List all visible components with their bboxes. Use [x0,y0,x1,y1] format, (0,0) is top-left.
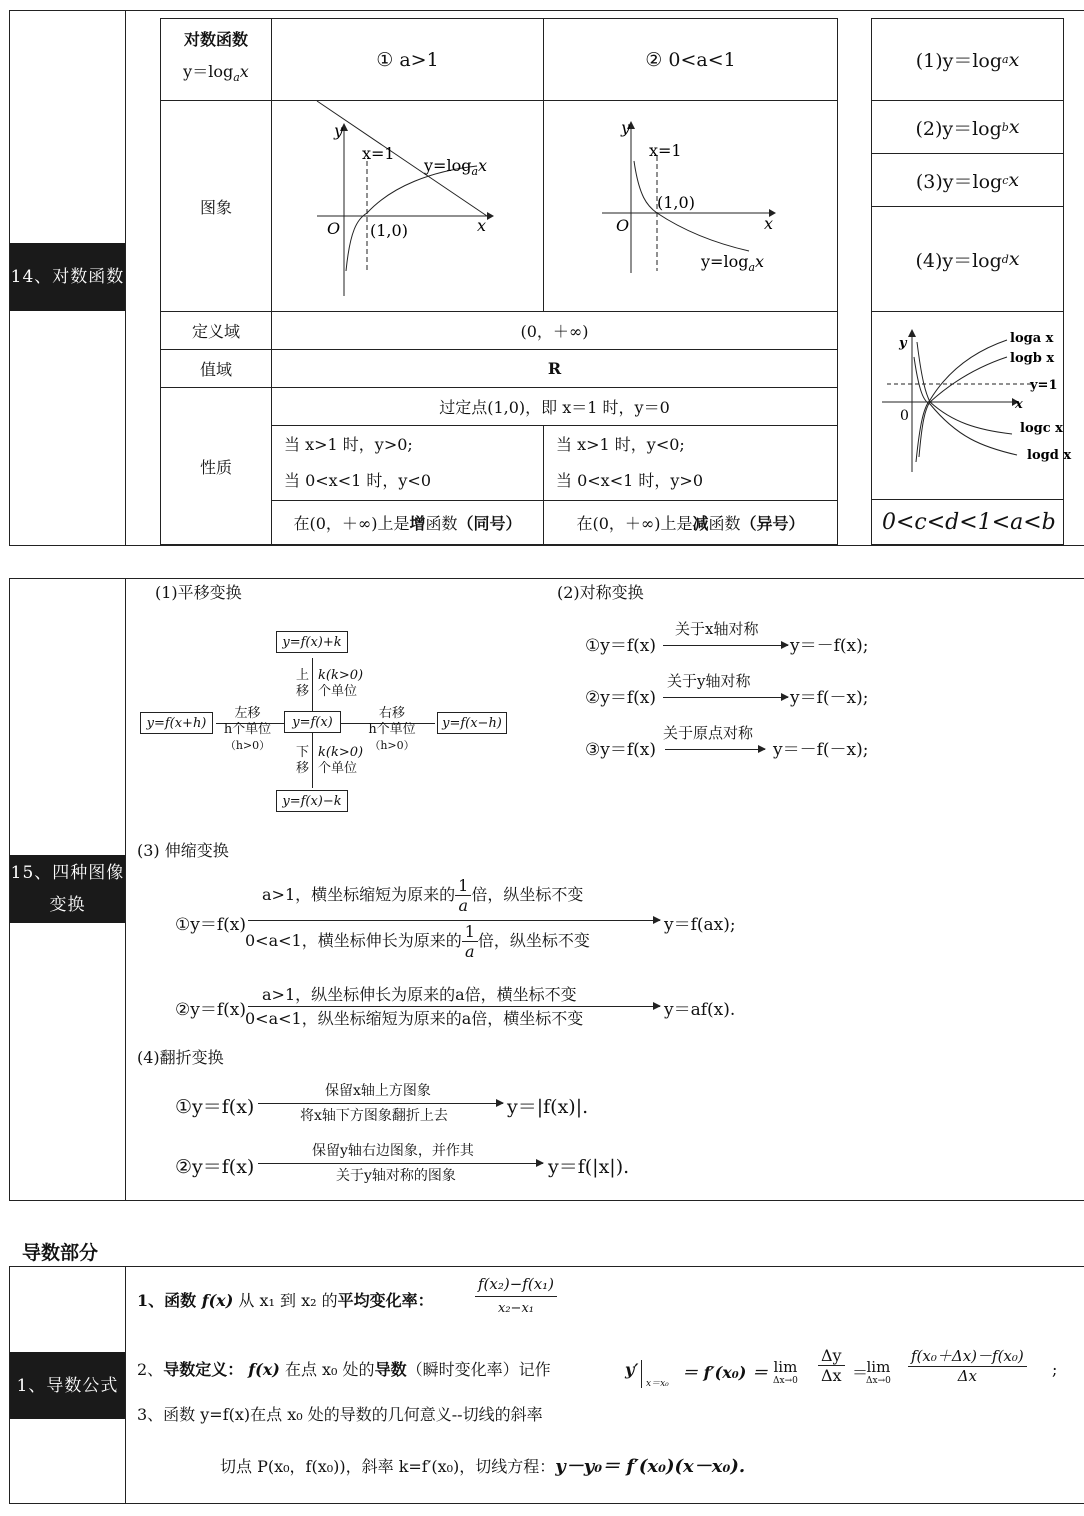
dy-dx: $\frac{\Delta y}{\Delta x}$ [818,1346,845,1385]
stretch-condition-under: 0<a<1，横坐标伸长为原来的 $\frac{1}{a}$ 倍，纵坐标不变 [245,922,590,961]
up-label: 上移 [296,668,310,699]
semicolon: ; [1052,1360,1058,1379]
log-d-item: (4)y＝log d x [871,206,1064,312]
symmetry-lhs: ①y＝f(x) [585,636,656,656]
derivative-definition: 2、导数定义： f(x) 在点 x₀ 处的导数（瞬时变化率）记作 [137,1360,551,1379]
header-title: 对数函数 [183,30,248,50]
header-cell [160,18,272,101]
log-a-item: (1)y＝log a x [871,18,1064,101]
limit-2: lim Δx→0 [866,1358,891,1386]
down-amount: k(k>0) 个单位 [318,745,364,776]
divider [125,578,126,1201]
avg-rate-line: 1、函数 f(x) 从 x₁ 到 x₂ 的平均变化率： [137,1291,434,1310]
svg-text:logd x: logd x [1027,448,1072,463]
left-amount: 左移 h个单位 （h>0） [223,706,272,752]
derivative-heading: 导数部分 [22,1242,99,1264]
svg-text:(1,0): (1,0) [370,221,408,240]
graph-label: 图象 [160,100,272,312]
symmetry-condition: 关于原点对称 [663,724,754,742]
stretch-lhs: ②y＝f(x) [175,1000,246,1020]
difference-quotient: $\frac{\text{f(x₀＋Δx)－f(x₀)}}{\Delta x}$ [908,1345,1027,1385]
header-formula: $y=\log_ax$ [183,62,249,85]
log-curve [346,166,477,271]
up-amount: k(k>0) 个单位 [318,668,364,699]
range-value: R [271,349,838,388]
derivative-label: 1、导数公式 [10,1352,125,1419]
graph-log-compare [872,312,1072,499]
symmetry-rhs: y＝－f(－x); [773,740,869,760]
divider [125,10,126,546]
svg-text:x: x [1015,397,1023,412]
svg-text:y: y [899,336,907,351]
stretch-condition-over: a>1，横坐标缩短为原来的 $\frac{1}{a}$ 倍，纵坐标不变 [262,876,584,915]
right-amount: 右移 h个单位 （h>0） [368,706,416,752]
f-prime-x0: ＝ f′(x₀) ＝ [682,1363,768,1382]
monotonic-2: 在(0，＋∞)上是 减 函数 （异号） [543,500,838,545]
fold-condition-under: 将x轴下方图象翻折上去 [300,1108,448,1124]
range-label: 值域 [160,349,272,388]
sign-text: 当 0<x<1 时，y<0 [284,471,431,490]
fold-lhs: ②y＝f(x) [175,1156,255,1178]
fold-condition-over: 保留y轴右边图象，并作其 [312,1143,474,1159]
svg-text:y=1: y=1 [1030,378,1058,393]
stretch-condition-over: a>1，纵坐标伸长为原来的a倍，横坐标不变 [262,985,577,1004]
fold-title: (4)翻折变换 [137,1048,224,1067]
graph-log-increasing [272,101,543,311]
y-prime: y′ [625,1360,642,1388]
down-result: y=f(x)−k [276,790,348,812]
left-result: y=f(x+h) [140,712,213,734]
svg-text:y: y [334,121,344,140]
stretch-title: (3) 伸缩变换 [137,841,229,860]
svg-text:x=1: x=1 [362,144,395,163]
sign-text: 当 0<x<1 时，y>0 [556,471,703,490]
fold-rhs: y＝f(|x|). [548,1156,630,1178]
down-label: 下移 [296,745,310,776]
svg-text:0: 0 [900,408,909,424]
svg-text:x: x [764,214,774,233]
domain-value: (0，＋∞) [271,311,838,350]
stretch-rhs: y＝f(ax); [664,915,736,935]
monotonic-1: 在(0，＋∞)上是 增 函数 （同号） [271,500,544,545]
case-a-lt-1: ② 0<a<1 [543,18,838,101]
sign-cell-2 [543,425,838,501]
svg-text:y=logax: $y=\log_ax$ [424,156,488,178]
equals: ＝ [852,1363,869,1382]
stretch-rhs: y＝af(x). [664,1000,736,1020]
center-function: y=f(x) [284,711,341,733]
base-order: 0<c<d<1<a<b [871,499,1064,545]
svg-text:x=1: x=1 [649,141,682,160]
tangent-line: 切点 P(x₀，f(x₀))，斜率 k=f′(x₀)，切线方程：y－y₀＝ f′(x₀)(x－x₀). [220,1456,746,1477]
fixed-point: 过定点(1,0)，即 x＝1 时，y＝0 [271,387,838,426]
shift-diagram [130,620,530,820]
log-c-item: (3)y＝log c x [871,153,1064,207]
svg-text:O: O [616,216,630,235]
fold-rhs: y＝|f(x)|. [507,1096,589,1118]
sign-cell-1 [271,425,544,501]
graph-log-decreasing [544,101,837,311]
up-result: y=f(x)+k [276,631,348,653]
fold-condition-under: 关于y轴对称的图象 [336,1168,456,1184]
divider [125,1266,126,1504]
fold-condition-over: 保留x轴上方图象 [325,1083,431,1099]
svg-text:O: O [327,219,341,238]
geometric-meaning: 3、函数 y=f(x)在点 x₀ 处的导数的几何意义--切线的斜率 [137,1405,543,1424]
evaluation-condition: x＝x₀ [646,1379,669,1389]
section-15-label: 15、四种图像变换 [10,855,125,923]
symmetry-condition: 关于y轴对称 [667,672,751,690]
symmetry-rhs: y＝f(－x); [790,688,869,708]
shift-title: (1)平移变换 [155,583,242,602]
svg-text:logc x: logc x [1020,421,1063,436]
svg-text:(1,0): (1,0) [657,193,695,212]
stretch-condition-under: 0<a<1，纵坐标缩短为原来的a倍，横坐标不变 [245,1009,584,1028]
symmetry-lhs: ③y＝f(x) [585,740,656,760]
avg-rate-fraction: $\frac{\text{f(x₂)−f(x₁)}}{\text{x₂−x₁}}$ [475,1275,557,1316]
svg-text:logb x: logb x [1010,351,1055,366]
limit-1: lim Δx→0 [773,1358,798,1386]
svg-text:loga x: loga x [1010,331,1054,346]
section-14-label: 14、对数函数 [10,243,125,311]
svg-text:y: y [621,118,631,137]
case-a-gt-1: ① a>1 [271,18,544,101]
sign-text: 当 x>1 时，y<0; [556,435,685,454]
graph-cell-1 [271,100,544,312]
sign-text: 当 x>1 时，y>0; [284,435,413,454]
domain-label: 定义域 [160,311,272,350]
symmetry-title: (2)对称变换 [557,583,644,602]
fold-lhs: ①y＝f(x) [175,1096,255,1118]
property-label: 性质 [160,387,272,545]
stretch-lhs: ①y＝f(x) [175,915,246,935]
symmetry-condition: 关于x轴对称 [675,620,759,638]
right-result: y=f(x−h) [437,712,507,734]
log-b-item: (2)y＝log b x [871,100,1064,154]
svg-text:x: x [477,216,487,235]
graph-cell-2 [543,100,838,312]
svg-text:y=logax: $y=\log_ax$ [701,252,765,274]
symmetry-lhs: ②y＝f(x) [585,688,656,708]
symmetry-rhs: y＝－f(x); [790,636,869,656]
compare-graph-cell [871,311,1072,500]
